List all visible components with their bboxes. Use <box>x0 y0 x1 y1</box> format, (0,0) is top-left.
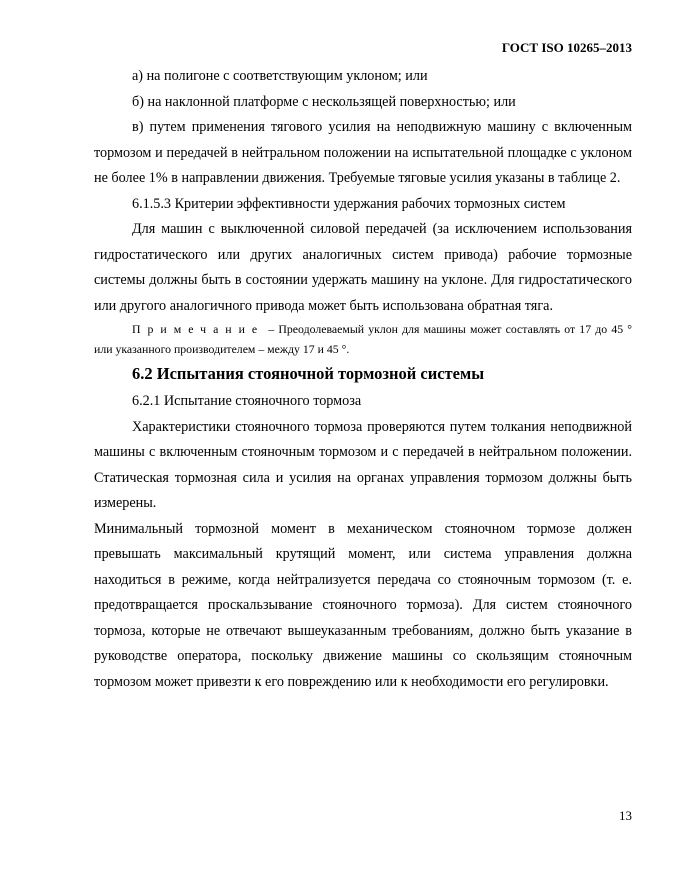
note <box>94 319 632 359</box>
note-label: Примечание <box>132 322 265 336</box>
subsection-title-6-1-5-3: 6.1.5.3 Критерии эффективности удержания рабочих тормозных систем <box>132 195 566 212</box>
paragraph-list-c: в) путем применения тягового усилия на неподвижную машину с включенным тормозом и передачей в нейтральном положении на испытательной площадке с уклоном не более 1% в направлении движения. Требуемые тяговые усилия указаны в таблице 2. <box>94 119 632 186</box>
page-body <box>94 64 632 695</box>
note-text: – Преодолеваемый уклон для машины может составлять от 17 до 45 ° или указанного производителем – между 17 и 45 °. <box>94 322 632 356</box>
section-heading-6-2: 6.2 Испытания стояночной тормозной системы <box>132 364 485 383</box>
paragraph-parking-brake-torque: Минимальный тормозной момент в механическом стояночном тормозе должен превышать максимальный крутящий момент, или система управления должна находиться в режиме, когда нейтрализуется передача со стояночным тормозом (т. е. предотвращается проскальзывание стояночного тормоза). Для систем стояночного тормоза, которые не отвечают вышеуказанным требованиям, должно быть указание в руководстве оператора, поскольку движение машины со скользящим стояночным тормозом может привезти к его повреждению или к необходимости его регулировки. <box>94 520 632 690</box>
subsection-title-6-2-1: 6.2.1 Испытание стояночного тормоза <box>132 393 362 409</box>
paragraph-list-b: б) на наклонной платформе с нескользящей поверхностью; или <box>132 93 516 110</box>
page-number: 13 <box>619 808 632 823</box>
paragraph-list-a: а) на полигоне с соответствующим уклоном; или <box>132 68 428 84</box>
document-header: ГОСТ ISO 10265–2013 <box>501 40 632 55</box>
paragraph-parking-brake-test: Характеристики стояночного тормоза проверяются путем толкания неподвижной машины с включенным стояночным тормозом и с передачей в нейтральном положении. Статическая тормозная сила и усилия на органах управления тормозом должны быть измерены. <box>94 418 632 511</box>
paragraph-service-brakes: Для машин с выключенной силовой передачей (за исключением использования гидростатического или других аналогичных систем привода) рабочие тормозные системы должны быть в состоянии удержать машину на уклоне. Для гидростатического или другого аналогичного привода может быть использована обратная тяга. <box>94 221 632 314</box>
